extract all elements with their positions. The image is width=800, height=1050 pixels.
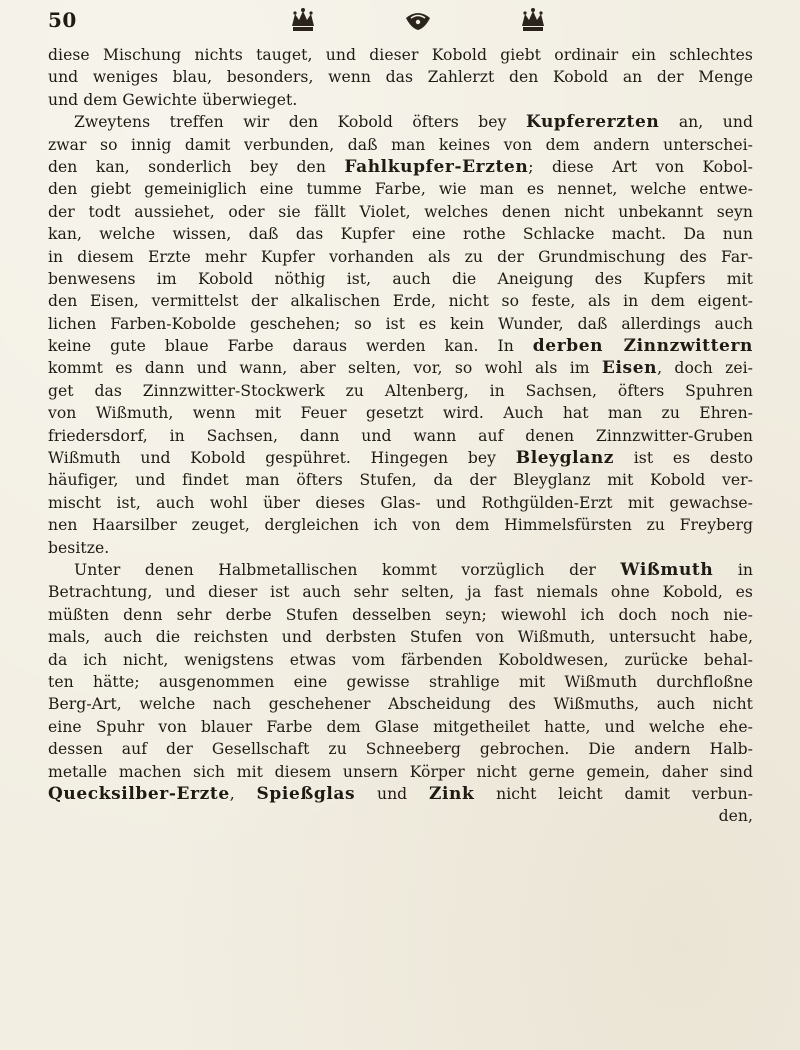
- text-line: [48, 313, 753, 335]
- text-line: [48, 178, 753, 200]
- text-line: [48, 246, 753, 268]
- text-run: get das Zinnzwitter-Stockwerk zu Altenberg, in Sachsen, öfters Spuhren: [48, 381, 753, 400]
- emphasized-term: Eisen: [601, 358, 658, 379]
- text-run: und: [355, 784, 429, 803]
- text-run: benwesens im Kobold nöthig ist, auch die Aneigung des Kupfers mit: [48, 269, 753, 288]
- body-text: [48, 44, 753, 828]
- crown-ornament-icon: [403, 6, 433, 34]
- text-run: ,: [229, 784, 257, 803]
- text-line: [48, 649, 753, 671]
- text-run: nicht leicht damit verbun-: [474, 784, 753, 803]
- text-line: [48, 492, 753, 514]
- text-line: [48, 469, 753, 491]
- text-run: ; diese Art von Kobol-: [528, 157, 753, 176]
- page-header: [48, 6, 740, 38]
- text-run: an, und: [659, 113, 753, 132]
- text-line: [48, 693, 753, 715]
- text-line: [48, 604, 753, 626]
- text-run: mals, auch die reichsten und derbsten Stufen von Wißmuth, untersucht habe,: [48, 628, 753, 647]
- emphasized-term: Bleyglanz: [515, 448, 615, 469]
- text-run: Unter denen Halbmetallischen kommt vorzüglich der: [74, 560, 621, 579]
- text-line: [48, 626, 753, 648]
- text-run: mischt ist, auch wohl über dieses Glas- und Rothgülden-Erzt mit gewachse-: [48, 493, 753, 512]
- text-line: [48, 223, 753, 245]
- text-line: [48, 134, 753, 156]
- text-line: [48, 201, 753, 223]
- text-run: ist es desto: [614, 449, 753, 468]
- text-line: [48, 581, 753, 603]
- text-run: den,: [718, 807, 753, 826]
- crown-ornament-icon: [288, 6, 318, 34]
- text-line: [48, 89, 753, 111]
- page-number: 50: [48, 8, 77, 32]
- text-run: kommt es dann und wann, aber selten, vor, so wohl als im: [48, 359, 602, 378]
- text-run: keine gute blaue Farbe daraus werden kan. In: [48, 337, 533, 356]
- text-run: zwar so innig damit verbunden, daß man keines von dem andern unterschei-: [48, 135, 753, 154]
- emphasized-term: derben Zinnzwittern: [532, 336, 753, 357]
- text-run: den kan, sonderlich bey den: [48, 157, 345, 176]
- text-run: häufiger, und findet man öfters Stufen, da der Bleyglanz mit Kobold ver-: [48, 471, 753, 490]
- text-run: ten hätte; ausgenommen eine gewisse strahlige mit Wißmuth durchfloßne: [48, 672, 753, 691]
- text-line: [48, 761, 753, 783]
- text-line: [48, 66, 753, 88]
- text-run: da ich nicht, wenigstens etwas vom färbenden Koboldwesen, zurücke behal-: [48, 650, 753, 669]
- emphasized-term: Zink: [428, 783, 475, 804]
- text-line: [48, 268, 753, 290]
- text-line: [48, 783, 753, 805]
- text-line: [48, 290, 753, 312]
- text-run: lichen Farben-Kobolde geschehen; so ist es kein Wunder, daß allerdings auch: [48, 314, 753, 333]
- text-line: [48, 559, 753, 581]
- emphasized-term: Wißmuth: [620, 559, 714, 580]
- emphasized-term: Spießglas: [256, 783, 356, 804]
- text-run: müßten denn sehr derbe Stufen desselben seyn; wiewohl ich doch noch nie-: [48, 605, 753, 624]
- text-line: [48, 805, 753, 827]
- text-line: [48, 738, 753, 760]
- text-line: [48, 44, 753, 66]
- text-line: [48, 425, 753, 447]
- text-run: den Eisen, vermittelst der alkalischen Erde, nicht so feste, als in dem eigent-: [48, 292, 753, 311]
- text-line: [48, 111, 753, 133]
- text-line: [48, 402, 753, 424]
- text-run: und weniges blau, besonders, wenn das Zahlerzt den Kobold an der Menge: [48, 68, 753, 87]
- text-run: Zweytens treffen wir den Kobold öfters bey: [74, 113, 526, 132]
- text-run: kan, welche wissen, daß das Kupfer eine rothe Schlacke macht. Da nun: [48, 225, 753, 244]
- text-line: [48, 335, 753, 357]
- text-line: [48, 716, 753, 738]
- text-run: besitze.: [48, 538, 110, 557]
- text-run: Berg-Art, welche nach geschehener Abscheidung des Wißmuths, auch nicht: [48, 695, 753, 714]
- emphasized-term: Kupfererzten: [525, 112, 660, 133]
- text-run: der todt aussiehet, oder sie fällt Violet, welches denen nicht unbekannt seyn: [48, 202, 753, 221]
- text-run: friedersdorf, in Sachsen, dann und wann auf denen Zinnzwitter-Gruben: [48, 426, 753, 445]
- text-run: diese Mischung nichts tauget, und dieser Kobold giebt ordinair ein schlechtes: [48, 46, 753, 64]
- text-run: eine Spuhr von blauer Farbe dem Glase mitgetheilet hatte, und welche ehe-: [48, 717, 753, 736]
- text-line: [48, 156, 753, 178]
- emphasized-term: Quecksilber-Erzte: [48, 783, 230, 804]
- text-run: metalle machen sich mit diesem unsern Körper nicht gerne gemein, daher sind: [48, 762, 753, 781]
- text-line: [48, 671, 753, 693]
- text-line: [48, 514, 753, 536]
- text-run: Wißmuth und Kobold gespühret. Hingegen bey: [48, 449, 516, 468]
- header-ornaments: [288, 6, 548, 34]
- text-line: [48, 447, 753, 469]
- text-run: dessen auf der Gesellschaft zu Schneeberg gebrochen. Die andern Halb-: [48, 740, 753, 759]
- text-line: [48, 380, 753, 402]
- text-run: den giebt gemeiniglich eine tumme Farbe, wie man es nennet, welche entwe-: [48, 180, 753, 199]
- text-run: in: [713, 560, 753, 579]
- text-run: in diesem Erzte mehr Kupfer vorhanden als zu der Grundmischung des Far-: [48, 247, 753, 266]
- text-line: [48, 537, 753, 559]
- text-run: , doch zei-: [657, 359, 753, 378]
- text-line: [48, 357, 753, 379]
- emphasized-term: Fahlkupfer-Erzten: [344, 156, 529, 177]
- text-run: nen Haarsilber zeuget, dergleichen ich von dem Himmelsfürsten zu Freyberg: [48, 516, 753, 535]
- text-run: von Wißmuth, wenn mit Feuer gesetzt wird. Auch hat man zu Ehren-: [48, 404, 753, 423]
- text-run: Betrachtung, und dieser ist auch sehr selten, ja fast niemals ohne Kobold, es: [48, 583, 753, 602]
- crown-ornament-icon: [518, 6, 548, 34]
- text-run: und dem Gewichte überwieget.: [48, 90, 298, 109]
